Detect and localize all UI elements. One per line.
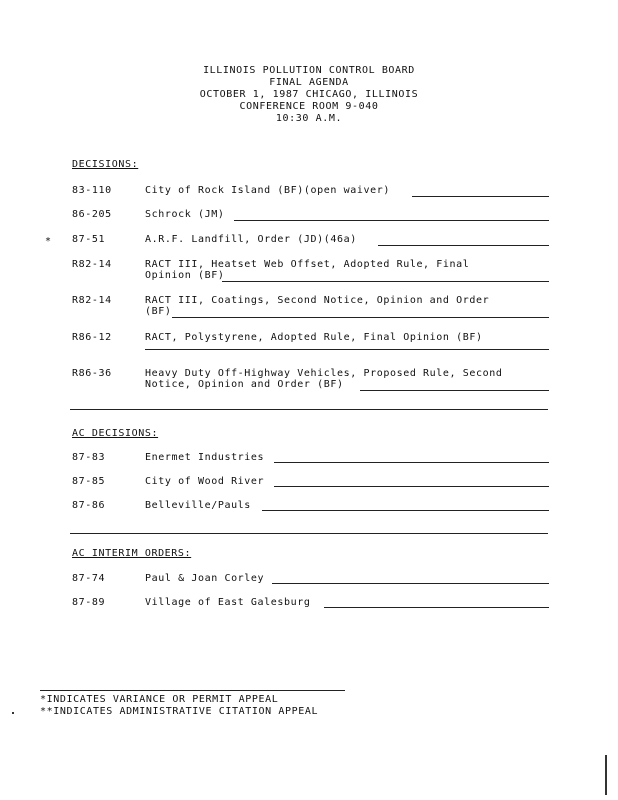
decision-number: R86-12: [72, 332, 112, 343]
ac-number: 87-83: [72, 452, 106, 463]
board-name: ILLINOIS POLLUTION CONTROL BOARD: [203, 65, 415, 76]
ac-interim-name: Village of East Galesburg: [145, 597, 311, 608]
decision-text: RACT III, Heatset Web Offset, Adopted Rule, Final: [145, 259, 470, 270]
divider: [70, 533, 548, 534]
variance-marker: *: [45, 236, 52, 247]
scan-edge-mark: [605, 755, 607, 795]
ac-number: 87-85: [72, 476, 106, 487]
decision-number: R82-14: [72, 259, 112, 270]
decision-text: A.R.F. Landfill, Order (JD)(46a): [145, 234, 357, 245]
decision-text: Heavy Duty Off-Highway Vehicles, Proposed Rule, Second: [145, 368, 503, 379]
divider: [70, 409, 548, 410]
decisions-heading: DECISIONS:: [72, 159, 139, 170]
decision-text-cont: (BF): [145, 306, 172, 317]
ac-interim-heading: AC INTERIM ORDERS:: [72, 548, 192, 559]
agenda-title: FINAL AGENDA: [269, 77, 349, 88]
decision-number: 86-205: [72, 209, 112, 220]
decision-text: RACT, Polystyrene, Adopted Rule, Final Opinion (BF): [145, 332, 483, 343]
ac-number: 87-86: [72, 500, 106, 511]
footnote-citation: **INDICATES ADMINISTRATIVE CITATION APPEAL: [40, 706, 319, 717]
ac-interim-number: 87-74: [72, 573, 106, 584]
ac-name: City of Wood River: [145, 476, 265, 487]
meeting-date-location: OCTOBER 1, 1987 CHICAGO, ILLINOIS: [199, 89, 419, 100]
ac-interim-number: 87-89: [72, 597, 106, 608]
decision-number: 83-110: [72, 185, 112, 196]
footnote-variance: *INDICATES VARIANCE OR PERMIT APPEAL: [40, 694, 279, 705]
ac-name: Enermet Industries: [145, 452, 265, 463]
meeting-room: CONFERENCE ROOM 9-040: [239, 101, 379, 112]
scan-speck: [12, 712, 14, 714]
decision-text: RACT III, Coatings, Second Notice, Opinion and Order: [145, 295, 490, 306]
ac-decisions-heading: AC DECISIONS:: [72, 428, 159, 439]
decision-text: Schrock (JM): [145, 209, 225, 220]
meeting-time: 10:30 A.M.: [275, 113, 343, 124]
footnote-rule: [40, 690, 345, 691]
ac-name: Belleville/Pauls: [145, 500, 251, 511]
decision-text-cont: Notice, Opinion and Order (BF): [145, 379, 344, 390]
decision-text-cont: Opinion (BF): [145, 270, 225, 281]
decision-text: City of Rock Island (BF)(open waiver): [145, 185, 390, 196]
ac-interim-name: Paul & Joan Corley: [145, 573, 265, 584]
decision-number: R86-36: [72, 368, 112, 379]
decision-number: 87-51: [72, 234, 106, 245]
decision-number: R82-14: [72, 295, 112, 306]
